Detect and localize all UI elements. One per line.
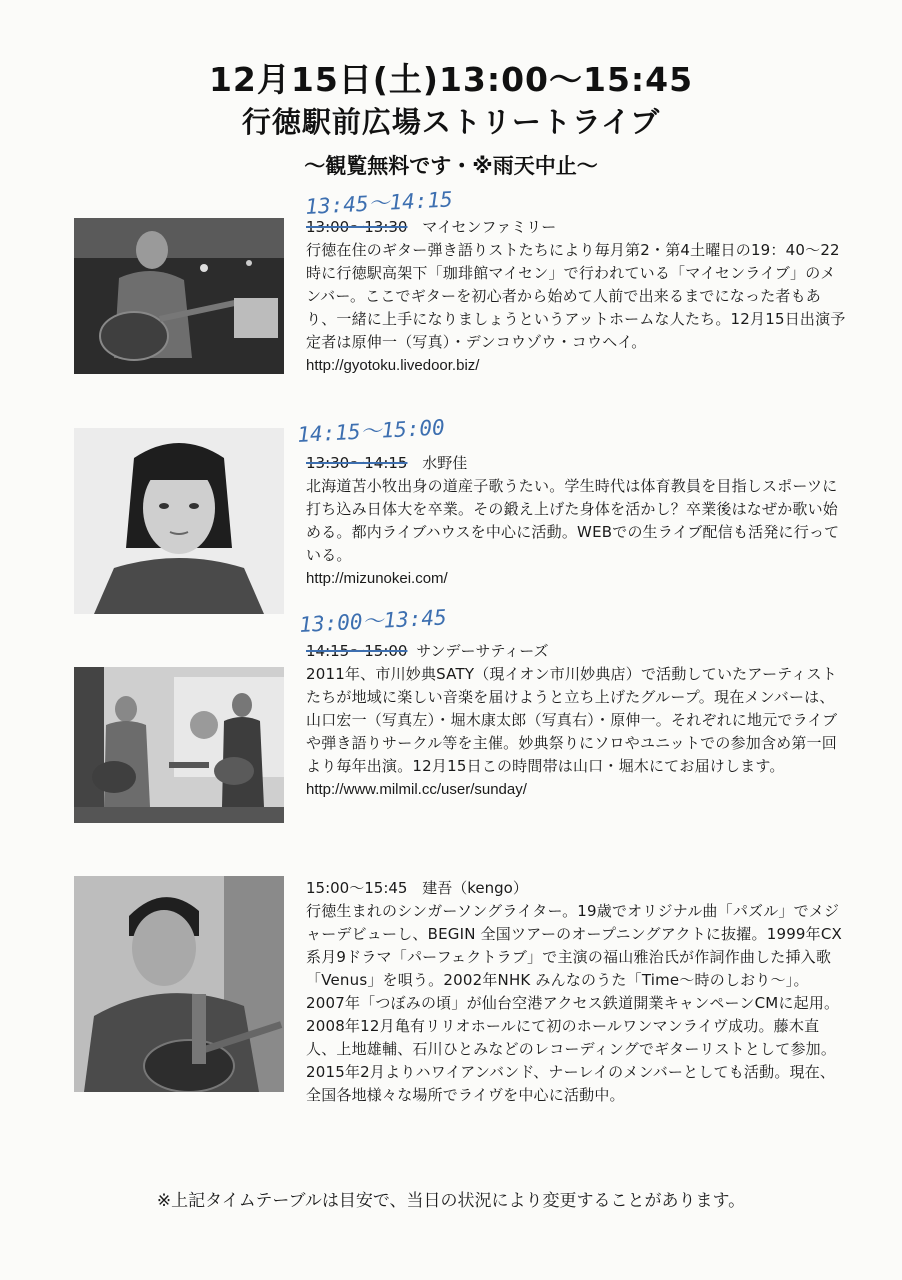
performer-entry <box>298 605 846 801</box>
performer-name: マイセンファミリー <box>422 218 557 236</box>
handwritten-time: 14:15～15:00 <box>296 415 446 447</box>
printed-time: 14:15～15:00 <box>306 642 408 660</box>
performer-url[interactable]: http://gyotoku.livedoor.biz/ <box>306 357 480 374</box>
handwritten-time: 13:00～13:45 <box>298 605 448 637</box>
performer-description: 行徳在住のギター弾き語りストたちにより毎月第2・第4土曜日の19：40～22時に行徳駅高架下「珈琲館マイセン」で行われている「マイセンライブ」のメンバー。ここでギターを初心者から始めて人前で出来るまでになった者もあり、一緒に上手になりましょうというアットホームな人たち。12月15日出演予定者は原伸一（写真）・デンコウゾウ・コウヘイ。 <box>306 241 846 351</box>
performer-description: 北海道苫小牧出身の道産子歌うたい。学生時代は体育教員を目指しスポーツに打ち込み日体大を卒業。その鍛え上げた身体を活かし？卒業後はなぜか歌い始める。都内ライブハウスを中心に活動。WEBでの生ライブ配信も活発に行っている。 <box>306 477 840 564</box>
performer-url[interactable]: http://www.milmil.cc/user/sunday/ <box>306 781 527 798</box>
event-date-time: 12月15日(土)13:00～15:45 <box>208 60 694 99</box>
handwritten-time: 13:45～14:15 <box>304 187 454 219</box>
duo-guitarists-photo <box>74 667 284 823</box>
printed-time: 13:30～14:15 <box>306 454 408 472</box>
singer-portrait-photo <box>74 428 284 614</box>
performer-name: 建吾（kengo） <box>422 879 528 897</box>
performer-description: 行徳生まれのシンガーソングライター。19歳でオリジナル曲「パズル」でメジャーデビューし、BEGIN 全国ツアーのオープニングアクトに抜擢。1999年CX系月9ドラマ「パーフェクトラブ」で主演の福山雅治氏が作詞作曲した挿入歌「Venus」を唄う。2002年NHK みんなのうた「Time～時のしおり～」。2007年「つぼみの頃」が仙台空港アクセス鉄道開業キャンペーンCMに起用。2008年12月亀有リリオホールにて初のホールワンマンライヴ成功。藤木直人、上地雄輔、石川ひとみなどのレコーディングでギターリストとして参加。2015年2月よりハワイアンバンド、ナーレイのメンバーとしても活動。現在、全国各地様々な場所でライヴを中心に活動中。 <box>306 902 843 1104</box>
printed-time: 15:00～15:45 <box>306 879 408 897</box>
performer-url[interactable]: http://mizunokei.com/ <box>306 570 448 587</box>
event-title: 行徳駅前広場ストリートライブ <box>241 105 661 139</box>
footnote: ※上記タイムテーブルは目安で、当日の状況により変更することがあります。 <box>156 1191 746 1211</box>
performer-entry <box>304 187 846 377</box>
performer-description: 2011年、市川妙典SATY（現イオン市川妙典店）で活動していたアーティストたちが地域に楽しい音楽を届けようと立ち上げたグループ。現在メンバーは、山口宏一（写真左）・堀木康太郎（写真右）・原伸一。それぞれに地元でライブや弾き語りサークル等を主催。妙典祭りにソロやユニットでの参加含め第一回より毎年出演。12月15日この時間帯は山口・堀木にてお届けします。 <box>306 665 838 775</box>
printed-time: 13:00～13:30 <box>306 218 408 236</box>
performer-entry <box>296 415 846 590</box>
guitarist-photo <box>74 218 284 374</box>
performer-name: サンデーサティーズ <box>416 642 549 660</box>
performer-name: 水野佳 <box>422 454 468 472</box>
performer-entry <box>306 877 846 1107</box>
guitarist-closeup-photo <box>74 876 284 1092</box>
admission-notice: ～観覧無料です・※雨天中止～ <box>304 154 598 178</box>
